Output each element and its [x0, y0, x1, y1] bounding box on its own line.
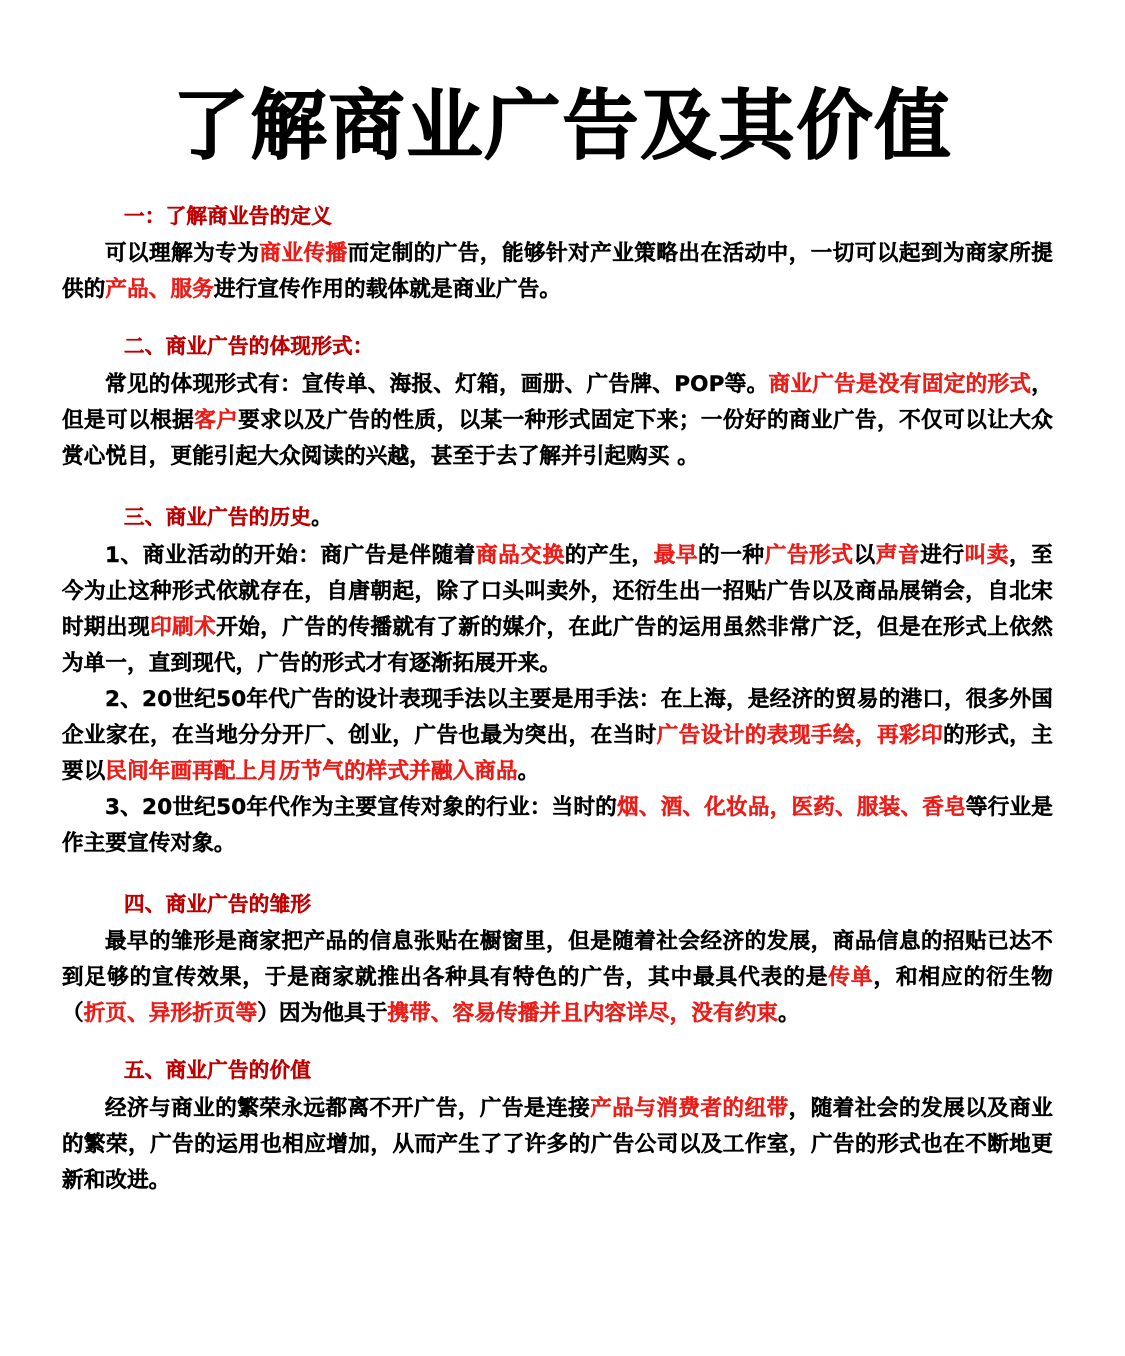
body-text: 2、20世纪50年代广告的设计表现手法以主要是用手法：在上海，是经济的贸易的港口，很多外国企业家在，在当地分分开厂、创业，广告也最为突出，在当时 [62, 686, 1053, 748]
body-text: 以 [853, 542, 876, 568]
highlighted-text: 民间年画再配上月历节气的样式并融入商品 [105, 758, 518, 784]
highlighted-text: 产品与消费者的纽带 [590, 1095, 789, 1121]
highlighted-text: 声音 [875, 542, 921, 568]
highlighted-text: 客户 [194, 408, 239, 434]
highlighted-text: 商业广告是没有固定的形式 [768, 372, 1032, 398]
page-title: 了解商业广告及其价值 [172, 81, 953, 170]
paragraph [62, 682, 1053, 790]
body-text: 可以理解为专为 [105, 241, 260, 267]
paragraph [62, 367, 1053, 475]
sections-container [62, 204, 1053, 1199]
body-text: 等行业是作主要宣传对象。 [62, 794, 1053, 856]
section-heading-history: 三、商业广告的历史。 [124, 505, 333, 530]
section-heading-definition: 一：了解商业告的定义 [124, 203, 332, 228]
highlighted-text: 叫卖 [964, 542, 1010, 568]
body-text: 要求以及广告的性质，以某一种形式固定下来；一份好的商业广告，不仅可以让大众赏心悦目，更能引起大众阅读的兴越，甚至于去了解并引起购买 。 [62, 408, 1054, 470]
body-text: 3、20世纪50年代作为主要宣传对象的行业：当时的 [105, 794, 618, 820]
paragraph [62, 924, 1053, 1032]
highlighted-text: 传单 [828, 965, 874, 991]
body-text: 进行 [920, 542, 965, 568]
highlighted-text: 最早 [653, 542, 699, 568]
body-text: ）因为他具于 [257, 1001, 388, 1027]
section-heading-prototype: 四、商业广告的雏形 [124, 891, 312, 916]
paragraph [62, 1091, 1053, 1199]
body-text: 1、商业活动的开始：商广告是伴随着 [105, 542, 477, 568]
paragraph [62, 236, 1053, 308]
section-prototype [62, 892, 1053, 1033]
section-heading-value: 五、商业广告的价值 [124, 1058, 312, 1083]
document-body [0, 204, 1125, 1199]
body-text: 的产生， [564, 542, 654, 568]
highlighted-text: 烟、酒、化妆品，医药、服装、香皂 [617, 794, 966, 820]
section-gap [62, 862, 1053, 892]
section-definition [62, 204, 1053, 309]
section-forms [62, 334, 1053, 475]
highlighted-text: 折页、异形折页等 [83, 1001, 258, 1027]
body-text: 常见的体现形式有：宣传单、海报、灯箱，画册、广告牌、POP等。 [105, 372, 769, 398]
paragraph [62, 538, 1053, 682]
body-text: ，但是可以根据 [62, 372, 1053, 434]
highlighted-text: 产品、服务 [105, 277, 214, 303]
section-gap [62, 1032, 1053, 1058]
body-text: ，和相应的衍生物（ [62, 965, 1053, 1027]
body-text: 。 [517, 758, 540, 784]
body-text: ，至今为止这种形式依就存在，自唐朝起，除了口头叫卖外，还衍生出一招贴广告以及商品展销会，自北宋时期出现 [62, 542, 1053, 640]
section-heading-forms: 二、商业广告的体现形式： [124, 334, 374, 359]
page-bottom-whitespace [0, 1199, 1125, 1356]
highlighted-text: 广告形式 [764, 542, 854, 568]
body-text: 经济与商业的繁荣永远都离不开广告，广告是连接 [105, 1095, 591, 1121]
body-text: 的形式，主要以 [62, 722, 1053, 784]
section-heading-punctuation: 。 [311, 505, 333, 530]
highlighted-text: 携带、容易传播并且内容详尽，没有约束 [387, 1001, 779, 1027]
highlighted-text: 广告设计的表现手绘，再彩印 [656, 722, 944, 748]
highlighted-text: 商业传播 [259, 241, 348, 267]
highlighted-text: 商品交换 [476, 542, 565, 568]
body-text: 。 [778, 1001, 800, 1027]
body-text: 的一种 [698, 542, 765, 568]
body-text: 最早的雏形是商家把产品的信息张贴在橱窗里，但是随着社会经济的发展，商品信息的招贴已达不到足够的宣传效果，于是商家就推出各种具有特色的广告，其中最具代表的是 [62, 929, 1053, 991]
section-history [62, 505, 1053, 862]
highlighted-text: 印刷术 [150, 614, 217, 640]
paragraph [62, 790, 1053, 862]
body-text: 开始，广告的传播就有了新的媒介，在此广告的运用虽然非常广泛，但是在形式上依然为单一，直到现代，广告的形式才有逐渐拓展开来。 [62, 614, 1053, 676]
section-value [62, 1058, 1053, 1199]
section-gap [62, 308, 1053, 334]
section-gap [62, 475, 1053, 505]
body-text: 而定制的广告，能够针对产业策略出在活动中，一切可以起到为商家所提供的 [62, 241, 1053, 303]
body-text: ，随着社会的发展以及商业的繁荣，广告的运用也相应增加，从而产生了了许多的广告公司以及工作室，广告的形式也在不断地更新和改进。 [62, 1095, 1054, 1193]
body-text: 进行宣传作用的载体就是商业广告。 [213, 277, 562, 303]
